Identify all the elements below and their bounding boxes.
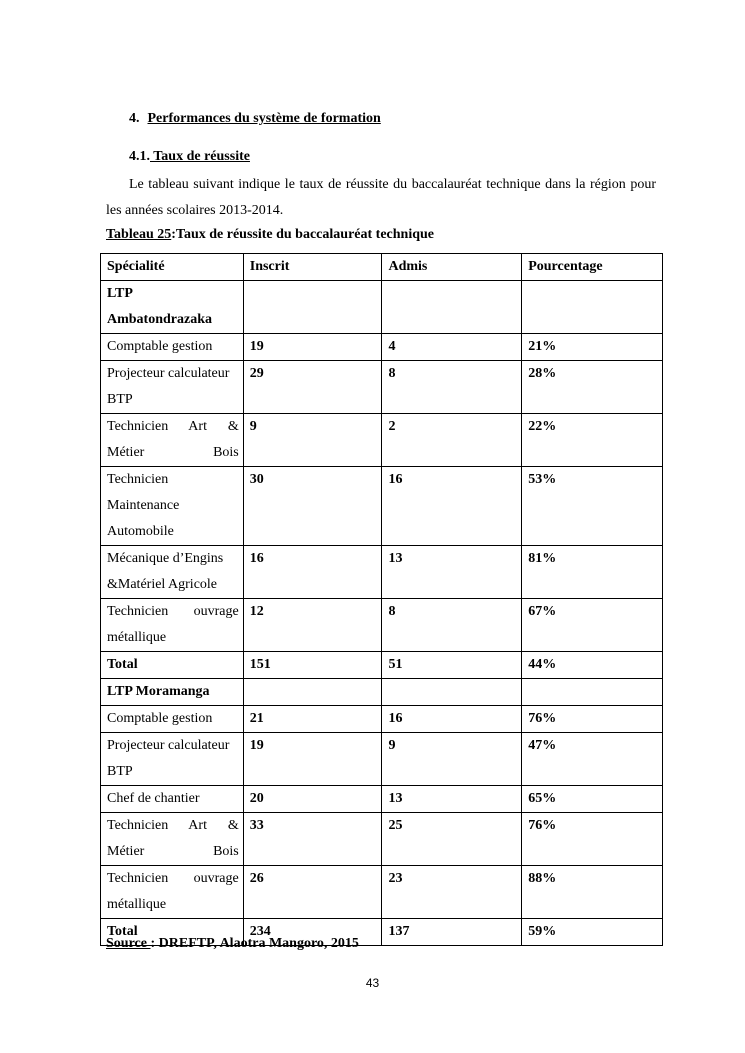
cell-pourcentage: 21% [522,334,663,361]
cell-inscrit: 20 [243,786,382,813]
cell-specialite: Projecteur calculateur BTP [101,361,244,414]
total-label: Total [101,919,244,946]
source-note [106,936,359,952]
empty-cell [522,281,663,334]
empty-cell [382,281,522,334]
table-row [101,467,663,546]
cell-inscrit: 19 [243,733,382,786]
total-inscrit: 234 [243,919,382,946]
table-row [101,414,663,467]
group-row [101,679,663,706]
cell-specialite: Chef de chantier [101,786,244,813]
header-inscrit: Inscrit [243,254,382,281]
page-number: 43 [365,976,380,990]
header-admis: Admis [382,254,522,281]
subsection-title: Taux de réussite [150,149,250,164]
table-row [101,786,663,813]
table-row [101,733,663,786]
table-caption [106,227,434,243]
cell-inscrit: 30 [243,467,382,546]
section-number: 4. [129,111,140,126]
section-heading [129,111,381,127]
table-row [101,599,663,652]
cell-specialite: Technicien Maintenance Automobile [101,467,244,546]
total-admis: 137 [382,919,522,946]
total-row [101,652,663,679]
total-label: Total [101,652,244,679]
results-table [100,253,663,946]
table-row [101,361,663,414]
total-admis: 51 [382,652,522,679]
intro-paragraph: Le tableau suivant indique le taux de réussite du baccalauréat technique dans la région pour les années scolaires 2013-2014. [106,177,656,218]
section-title: Performances du système de formation [147,111,381,126]
subsection-heading [129,149,250,165]
total-pourcentage: 59% [522,919,663,946]
cell-pourcentage: 22% [522,414,663,467]
empty-cell [522,679,663,706]
table-row [101,546,663,599]
cell-inscrit: 29 [243,361,382,414]
table-caption-text: :Taux de réussite du baccalauréat technique [171,227,435,242]
table-row [101,866,663,919]
header-pourcentage: Pourcentage [522,254,663,281]
cell-specialite: Comptable gestion [101,706,244,733]
cell-inscrit: 9 [243,414,382,467]
cell-specialite: Technicien Art & Métier Bois [101,414,244,467]
cell-specialite: Technicien ouvrage métallique [101,599,244,652]
subsection-number: 4.1. [129,149,150,164]
cell-pourcentage: 81% [522,546,663,599]
group-name: LTP Ambatondrazaka [101,281,244,334]
empty-cell [382,679,522,706]
cell-admis: 2 [382,414,522,467]
group-name: LTP Moramanga [101,679,244,706]
total-inscrit: 151 [243,652,382,679]
cell-specialite: Technicien ouvrage métallique [101,866,244,919]
cell-admis: 23 [382,866,522,919]
table-row [101,813,663,866]
cell-pourcentage: 53% [522,467,663,546]
table-row [101,334,663,361]
cell-pourcentage: 76% [522,813,663,866]
header-specialite: Spécialité [101,254,244,281]
cell-pourcentage: 76% [522,706,663,733]
cell-pourcentage: 67% [522,599,663,652]
cell-inscrit: 16 [243,546,382,599]
cell-specialite: Mécanique d’Engins &Matériel Agricole [101,546,244,599]
cell-admis: 25 [382,813,522,866]
cell-admis: 16 [382,467,522,546]
total-pourcentage: 44% [522,652,663,679]
cell-inscrit: 26 [243,866,382,919]
cell-specialite: Comptable gestion [101,334,244,361]
cell-specialite: Technicien Art & Métier Bois [101,813,244,866]
cell-admis: 4 [382,334,522,361]
cell-admis: 8 [382,361,522,414]
cell-inscrit: 33 [243,813,382,866]
cell-admis: 16 [382,706,522,733]
source-label: Source [106,936,151,951]
cell-inscrit: 12 [243,599,382,652]
cell-pourcentage: 28% [522,361,663,414]
cell-specialite: Projecteur calculateur BTP [101,733,244,786]
cell-inscrit: 21 [243,706,382,733]
cell-pourcentage: 65% [522,786,663,813]
cell-admis: 9 [382,733,522,786]
table-row [101,706,663,733]
cell-pourcentage: 47% [522,733,663,786]
empty-cell [243,679,382,706]
cell-pourcentage: 88% [522,866,663,919]
source-text: : DREFTP, Alaotra Mangoro, 2015 [150,936,359,951]
table-caption-label: Tableau 25 [106,227,172,242]
cell-admis: 13 [382,546,522,599]
empty-cell [243,281,382,334]
cell-admis: 8 [382,599,522,652]
cell-admis: 13 [382,786,522,813]
table-header-row [101,254,663,281]
cell-inscrit: 19 [243,334,382,361]
group-row [101,281,663,334]
